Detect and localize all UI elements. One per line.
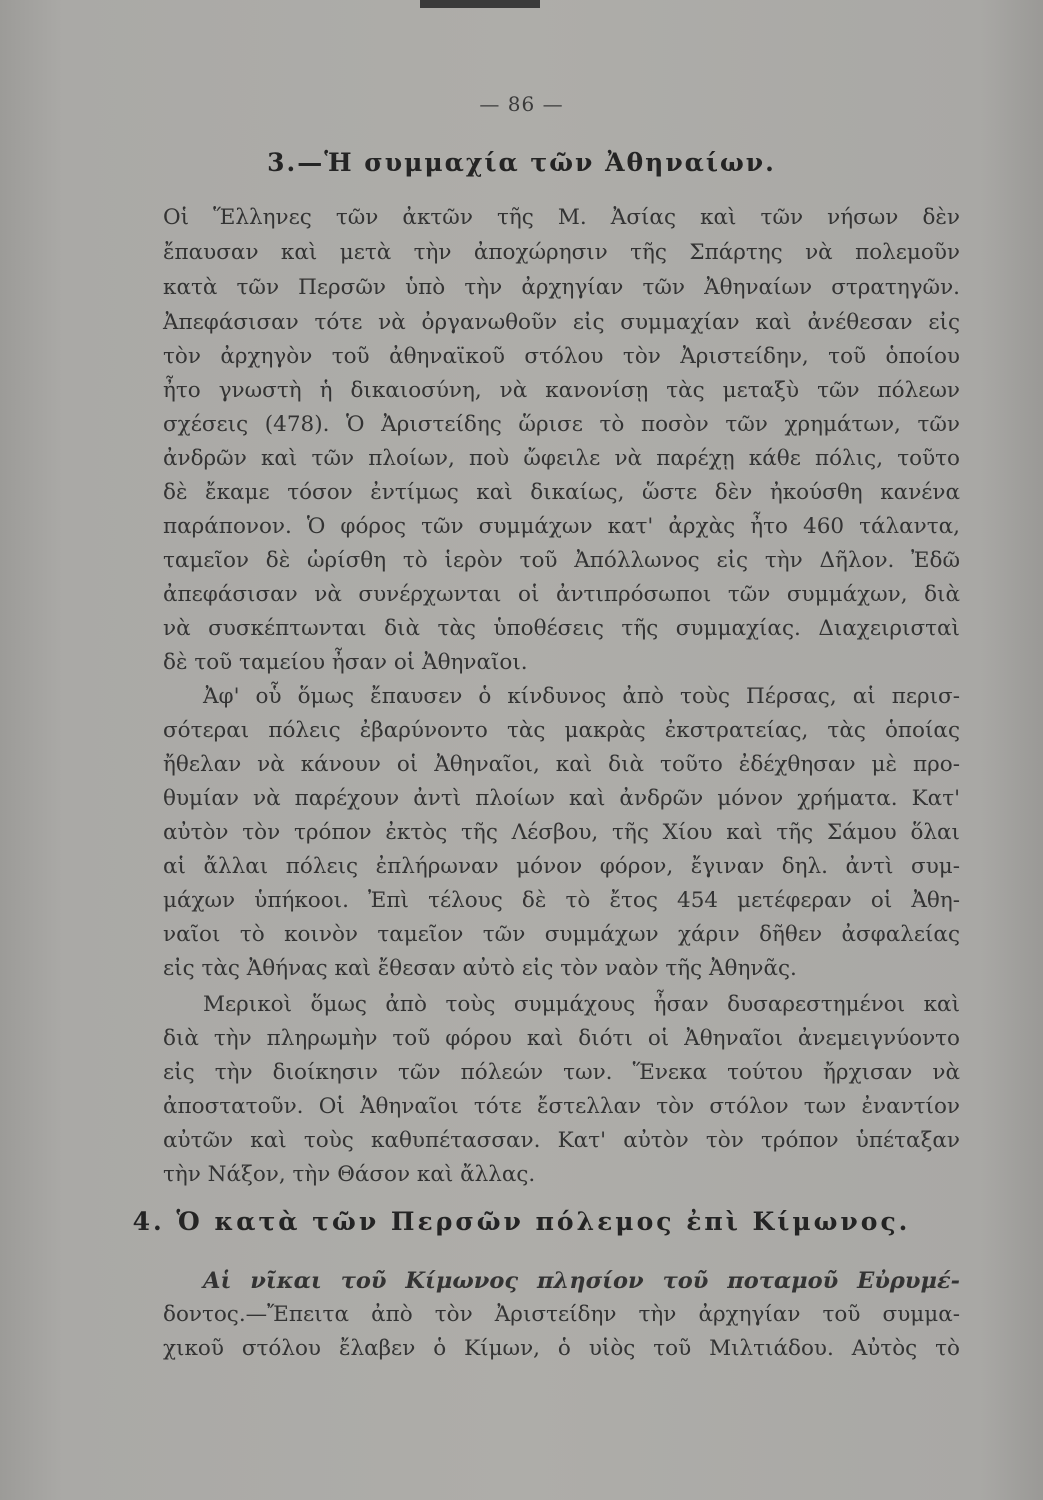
text-line: κατὰ τῶν Περσῶν ὑπὸ τὴν ἀρχηγίαν τῶν Ἀθηναίων στρατηγῶν.: [163, 275, 960, 300]
text-line: ταμεῖον δὲ ὡρίσθη τὸ ἱερὸν τοῦ Ἀπόλλωνος εἰς τὴν Δῆλον. Ἐδῶ: [163, 548, 960, 573]
text-line: θυμίαν νὰ παρέχουν ἀντὶ πλοίων καὶ ἀνδρῶν μόνον χρήματα. Κατ': [163, 786, 960, 811]
text-line: Ἀφ' οὗ ὅμως ἔπαυσεν ὁ κίνδυνος ἀπὸ τοὺς Πέρσας, αἱ περισ-: [203, 684, 960, 709]
text-line: δὲ τοῦ ταμείου ἦσαν οἱ Ἀθηναῖοι.: [163, 650, 528, 675]
text-line: Ἀπεφάσισαν τότε νὰ ὀργανωθοῦν εἰς συμμαχίαν καὶ ἀνέθεσαν εἰς: [163, 310, 960, 335]
text-line: μάχων ὑπήκοοι. Ἐπὶ τέλους δὲ τὸ ἔτος 454 μετέφεραν οἱ Ἀθη-: [163, 888, 960, 913]
text-line: παράπονον. Ὁ φόρος τῶν συμμάχων κατ' ἀρχὰς ἦτο 460 τάλαντα,: [163, 514, 960, 539]
text-line: σχέσεις (478). Ὁ Ἀριστείδης ὥρισε τὸ ποσὸν τῶν χρημάτων, τῶν: [163, 412, 960, 437]
text-line: εἰς τὴν διοίκησιν τῶν πόλεών των. Ἕνεκα τούτου ἤρχισαν νὰ: [163, 1060, 960, 1085]
text-line: αὐτὸν τὸν τρόπον ἐκτὸς τῆς Λέσβου, τῆς Χίου καὶ τῆς Σάμου ὅλαι: [163, 820, 960, 845]
text-line: αὐτῶν καὶ τοὺς καθυπέτασσαν. Κατ' αὐτὸν τὸν τρόπον ὑπέταξαν: [163, 1128, 960, 1153]
text-line: ἔπαυσαν καὶ μετὰ τὴν ἀποχώρησιν τῆς Σπάρτης νὰ πολεμοῦν: [163, 240, 960, 265]
text-line: ἀποστατοῦν. Οἱ Ἀθηναῖοι τότε ἔστελλαν τὸν στόλον των ἐναντίον: [163, 1094, 960, 1119]
text-line: δὲ ἔκαμε τόσον ἐντίμως καὶ δικαίως, ὥστε δὲν ἠκούσθη κανένα: [163, 480, 960, 505]
binding-mark: [420, 0, 540, 8]
text-line: αἱ ἄλλαι πόλεις ἐπλήρωναν μόνον φόρον, ἔγιναν δηλ. ἀντὶ συμ-: [163, 854, 960, 879]
text-line: τὴν Νάξον, τὴν Θάσον καὶ ἄλλας.: [163, 1162, 536, 1187]
section-4-heading: 4. Ὁ κατὰ τῶν Περσῶν πόλεμος ἐπὶ Κίμωνος.: [132, 1207, 911, 1236]
text-line: δοντος.—Ἔπειτα ἀπὸ τὸν Ἀριστείδην τὴν ἀρχηγίαν τοῦ συμμα-: [163, 1302, 960, 1327]
text-line: ἀπεφάσισαν νὰ συνέρχωνται οἱ ἀντιπρόσωποι τῶν συμμάχων, διὰ: [163, 582, 960, 607]
text-line: Μερικοὶ ὅμως ἀπὸ τοὺς συμμάχους ἦσαν δυσαρεστημένοι καὶ: [203, 992, 960, 1017]
text-line: τὸν ἀρχηγὸν τοῦ ἀθηναϊκοῦ στόλου τὸν Ἀριστείδην, τοῦ ὁποίου: [163, 344, 960, 369]
text-line: διὰ τὴν πληρωμὴν τοῦ φόρου καὶ διότι οἱ Ἀθηναῖοι ἀνεμειγνύοντο: [163, 1026, 960, 1051]
text-line: ναῖοι τὸ κοινὸν ταμεῖον τῶν συμμάχων χάριν δῆθεν ἀσφαλείας: [163, 922, 960, 947]
text-line: Οἱ Ἕλληνες τῶν ἀκτῶν τῆς Μ. Ἀσίας καὶ τῶν νήσων δὲν: [163, 205, 960, 230]
text-line: σότεραι πόλεις ἐβαρύνοντο τὰς μακρὰς ἐκστρατείας, τὰς ὁποίας: [163, 718, 960, 743]
text-line: εἰς τὰς Ἀθήνας καὶ ἔθεσαν αὐτὸ εἰς τὸν ναὸν τῆς Ἀθηνᾶς.: [163, 956, 797, 981]
text-line: ἀνδρῶν καὶ τῶν πλοίων, ποὺ ὤφειλε νὰ παρέχῃ κάθε πόλις, τοῦτο: [163, 446, 960, 471]
text-line: ἦτο γνωστὴ ἡ δικαιοσύνη, νὰ κανονίσῃ τὰς μεταξὺ τῶν πόλεων: [163, 378, 960, 403]
subsection-title-line: Αἱ νῖκαι τοῦ Κίμωνος πλησίον τοῦ ποταμοῦ Εὐρυμέ-: [203, 1268, 960, 1294]
text-line: χικοῦ στόλου ἔλαβεν ὁ Κίμων, ὁ υἱὸς τοῦ Μιλτιάδου. Αὐτὸς τὸ: [163, 1336, 960, 1361]
page-number: — 86 —: [479, 92, 564, 116]
text-line: ἤθελαν νὰ κάνουν οἱ Ἀθηναῖοι, καὶ διὰ τοῦτο ἐδέχθησαν μὲ προ-: [163, 752, 960, 777]
section-3-heading: 3.—Ἡ συμμαχία τῶν Ἀθηναίων.: [267, 148, 776, 177]
text-line: νὰ συσκέπτωνται διὰ τὰς ὑποθέσεις τῆς συμμαχίας. Διαχειρισταὶ: [163, 616, 960, 641]
